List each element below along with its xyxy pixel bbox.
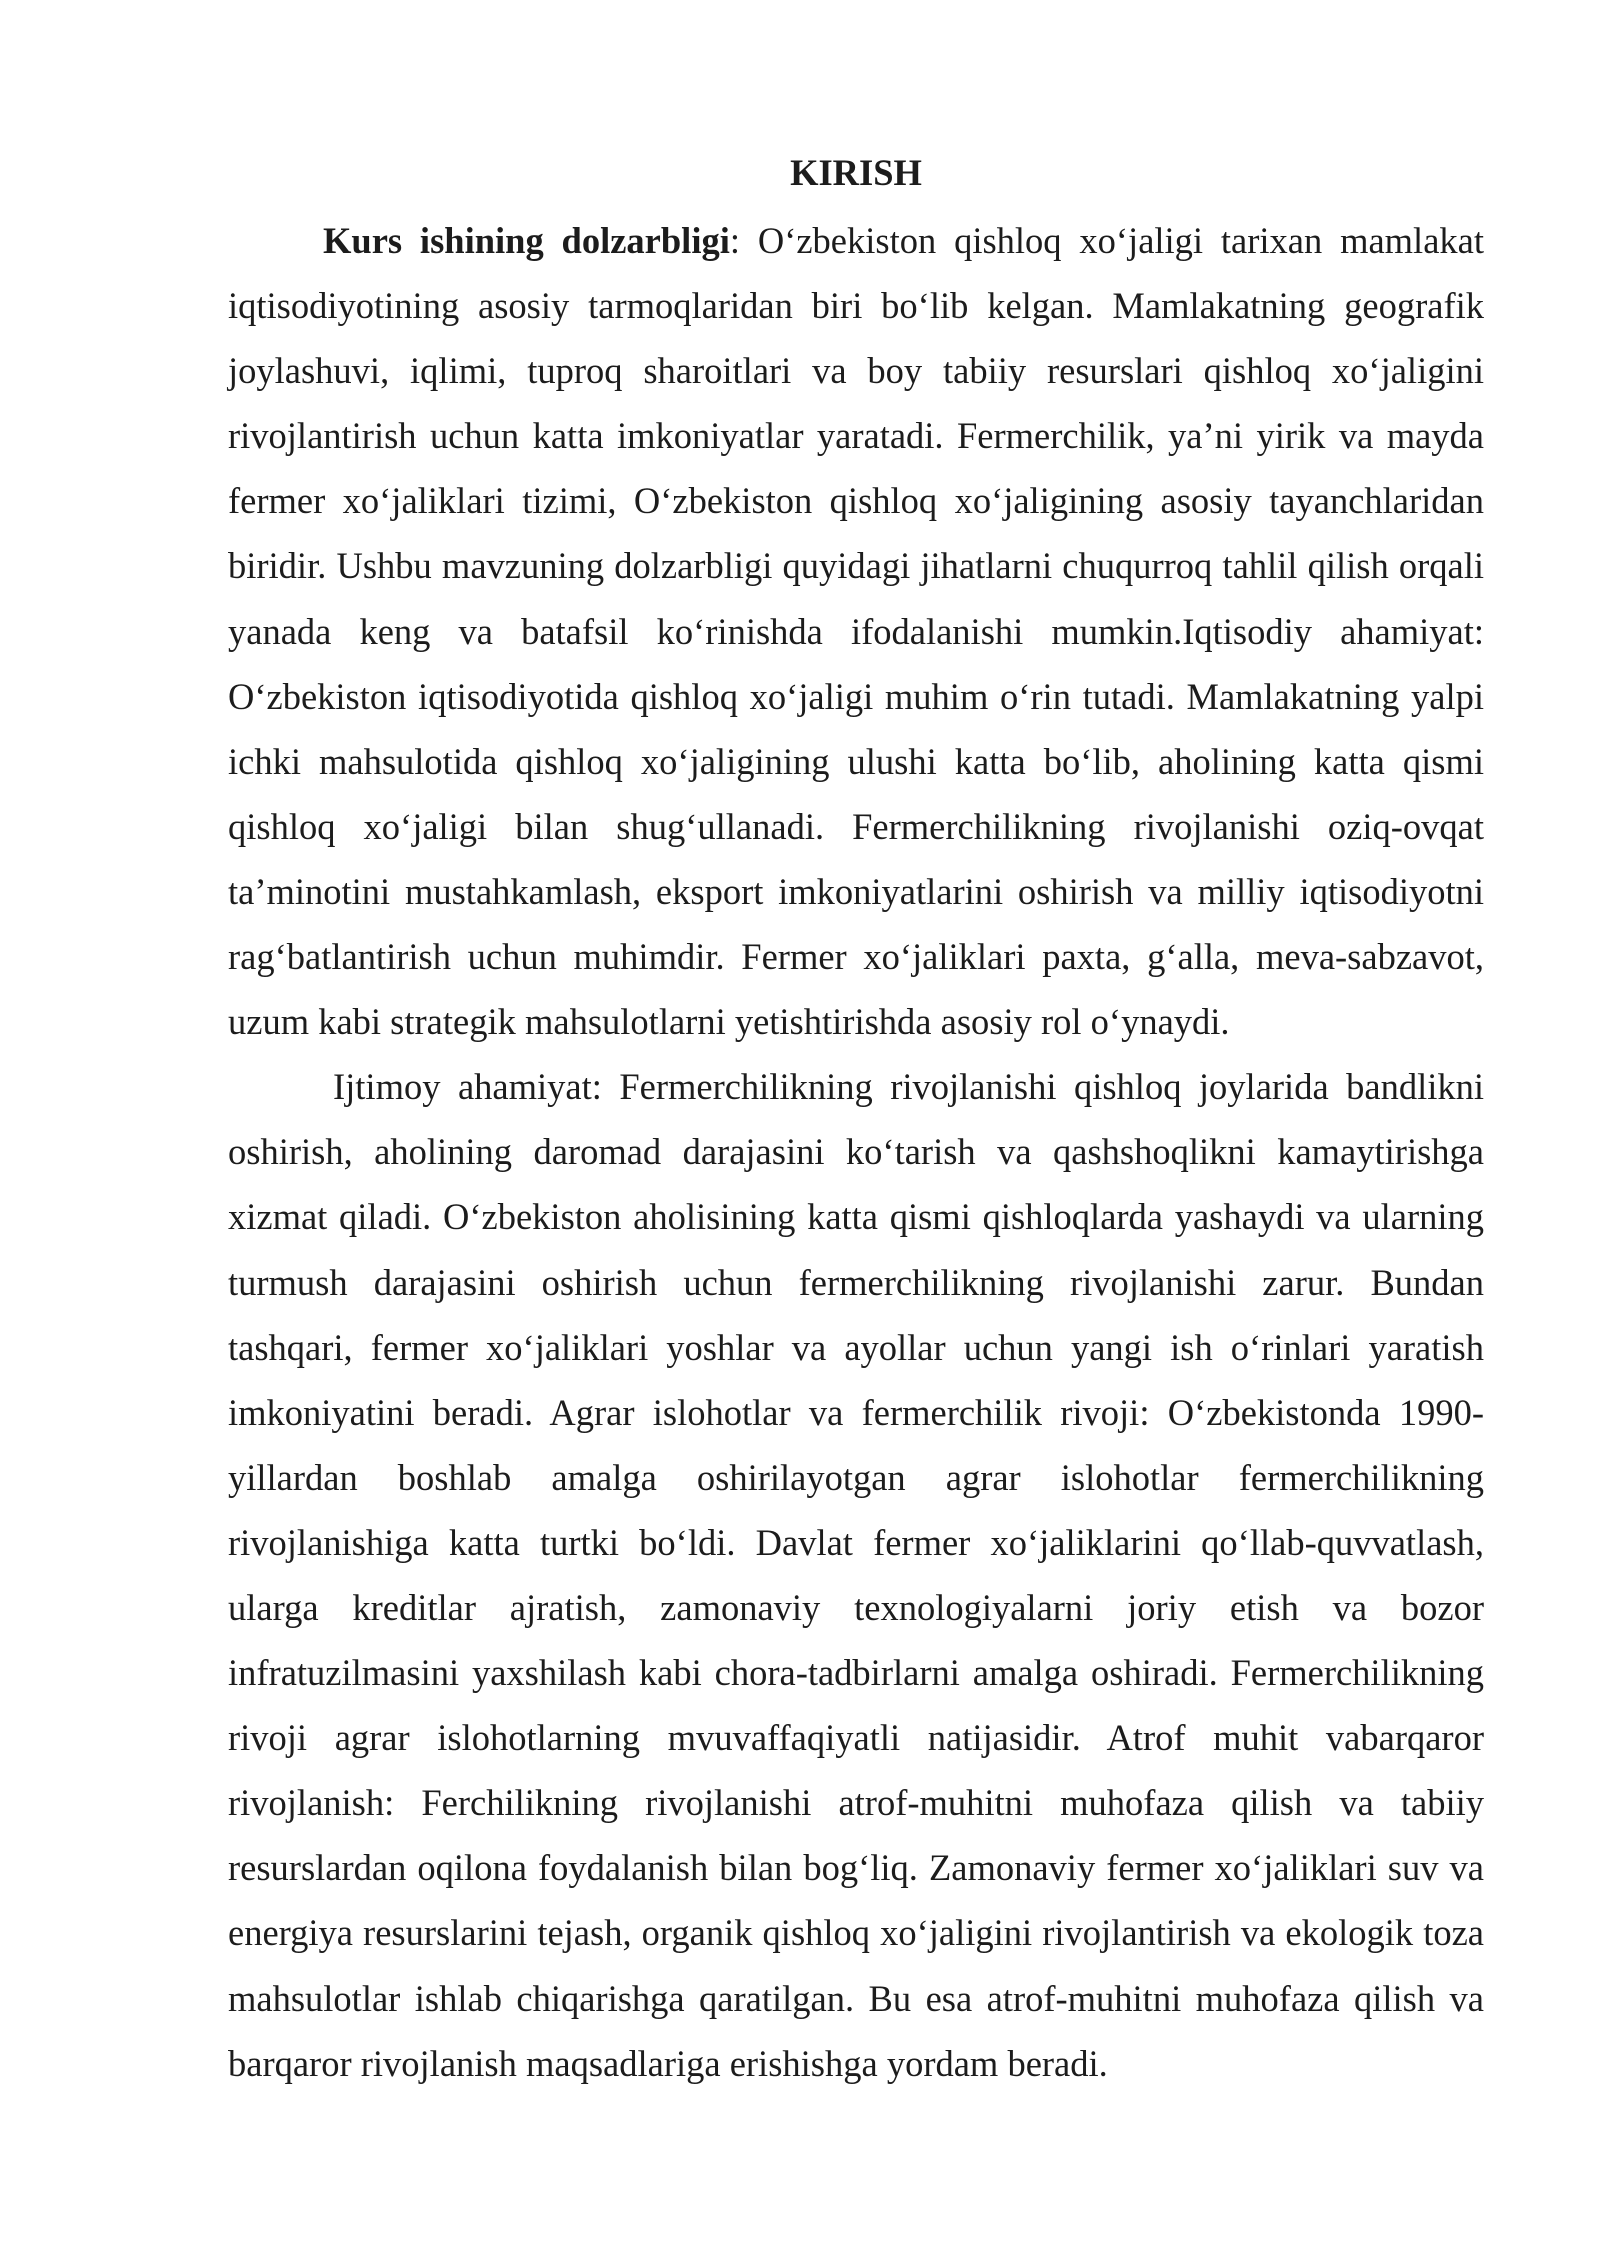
relevance-heading: Kurs ishining dolzarbligi [323, 220, 730, 261]
paragraph-relevance [228, 208, 1484, 1054]
paragraph-text: Ijtimoy ahamiyat: Fermerchilikning rivojlanishi qishloq joylarida bandlikni oshirish, aholining daromad darajasini ko‘tarish va qashshoqlikni kamaytirishga xizmat qiladi. O‘zbekiston aholisining katta qismi qishloqlarda yashaydi va ularning turmush darajasini oshirish uchun fermerchilikning rivojlanishi zarur. Bundan tashqari, fermer xo‘jaliklari yoshlar va ayollar uchun yangi ish o‘rinlari yaratish imkoniyatini beradi. Agrar islohotlar va fermerchilik rivoji: O‘zbekistonda 1990-yillardan boshlab amalga oshirilayotgan agrar islohotlar fermerchilikning rivojlanishiga katta turtki bo‘ldi. Davlat fermer xo‘jaliklarini qo‘llab-quvvatlash, ularga kreditlar ajratish, zamonaviy texnologiyalarni joriy etish va bozor infratuzilmasini yaxshilash kabi chora-tadbirlarni amalga oshiradi. Fermerchilikning rivoji agrar islohotlarning mvuvaffaqiyatli natijasidir. Atrof muhit vabarqaror rivojlanish: Ferchilikning rivojlanishi atrof-muhitni muhofaza qilish va tabiiy resurslardan oqilona foydalanish bilan bog‘liq. Zamonaviy fermer xo‘jaliklari suv va energiya resurslarini tejash, organik qishloq xo‘jaligini rivojlantirish va ekologik toza mahsulotlar ishlab chiqarishga qaratilgan. Bu esa atrof-muhitni muhofaza qilish va barqaror rivojlanish maqsadlariga erishishga yordam beradi. [228, 1066, 1484, 2084]
page-title: KIRISH [790, 152, 922, 193]
document-body [228, 208, 1484, 2096]
paragraph-social-importance [228, 1054, 1484, 2096]
document-page [228, 0, 1484, 2262]
paragraph-text: : O‘zbekiston qishloq xo‘jaligi tarixan mamlakat iqtisodiyotining asosiy tarmoqlaridan biri bo‘lib kelgan. Mamlakatning geografik joylashuvi, iqlimi, tuproq sharoitlari va boy tabiiy resurslari qishloq xo‘jaligini rivojlantirish uchun katta imkoniyatlar yaratadi. Fermerchilik, ya’ni yirik va mayda fermer xo‘jaliklari tizimi, O‘zbekiston qishloq xo‘jaligining asosiy tayanchlaridan biridir. Ushbu mavzuning dolzarbligi quyidagi jihatlarni chuqurroq tahlil qilish orqali yanada keng va batafsil ko‘rinishda ifodalanishi mumkin.Iqtisodiy ahamiyat: O‘zbekiston iqtisodiyotida qishloq xo‘jaligi muhim o‘rin tutadi. Mamlakatning yalpi ichki mahsulotida qishloq xo‘jaligining ulushi katta bo‘lib, aholining katta qismi qishloq xo‘jaligi bilan shug‘ullanadi. Fermerchilikning rivojlanishi oziq-ovqat ta’minotini mustahkamlash, eksport imkoniyatlarini oshirish va milliy iqtisodiyotni rag‘batlantirish uchun muhimdir. Fermer xo‘jaliklari paxta, g‘alla, meva-sabzavot, uzum kabi strategik mahsulotlarni yetishtirishda asosiy rol o‘ynaydi. [228, 220, 1484, 1043]
